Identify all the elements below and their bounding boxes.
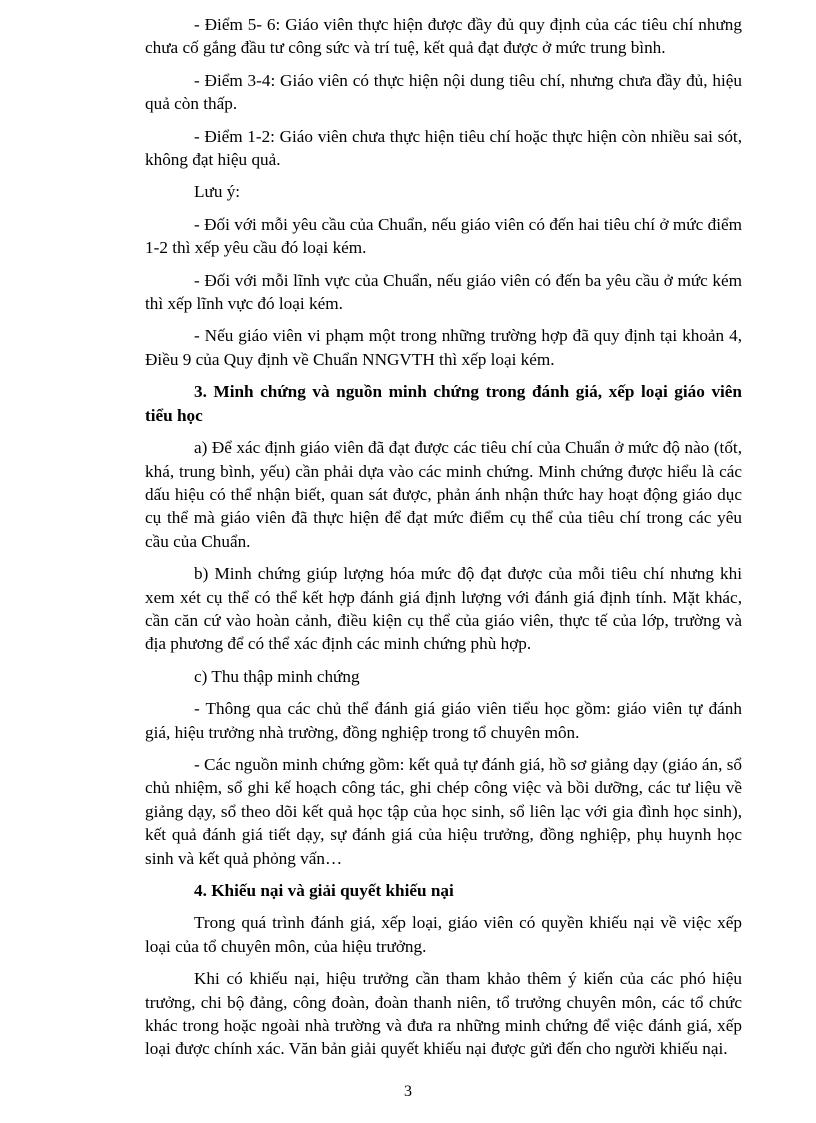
paragraph-score-5-6: - Điểm 5- 6: Giáo viên thực hiện được đầy đủ quy định của các tiêu chí nhưng chưa cố gắng đầu tư công sức và trí tuệ, kết quả đạt được ở mức trung bình. <box>145 15 742 58</box>
paragraph-evidence-subjects: - Thông qua các chủ thể đánh giá giáo viên tiểu học gồm: giáo viên tự đánh giá, hiệu trưởng nhà trường, đồng nghiệp trong tổ chuyên môn. <box>145 699 742 742</box>
paragraph-evidence-sources: - Các nguồn minh chứng gồm: kết quả tự đánh giá, hồ sơ giảng dạy (giáo án, sổ chủ nhiệm, sổ ghi kế hoạch công tác, ghi chép công việc và bồi dưỡng, các tư liệu về giảng dạy, sổ theo dõi kết quả học tập của học sinh, sổ liên lạc với gia đình học sinh), kết quả đánh giá tiết dạy, sự đánh giá của hiệu trưởng, đồng nghiệp, phụ huynh học sinh và kết quả phỏng vấn… <box>145 754 742 868</box>
paragraph-complaint-right: Trong quá trình đánh giá, xếp loại, giáo viên có quyền khiếu nại về việc xếp loại của tổ chuyên môn, của hiệu trưởng. <box>145 913 742 956</box>
paragraph-evidence-a: a) Để xác định giáo viên đã đạt được các tiêu chí của Chuẩn ở mức độ nào (tốt, khá, trung bình, yếu) cần phải dựa vào các minh chứng. Minh chứng được hiểu là các dấu hiệu có thể nhận biết, quan sát được, phản ánh nhận thức hay hoạt động giáo dục cụ thể mà giáo viên đã thực hiện để đạt mức điểm cụ thể của tiêu chí trong các yêu cầu của Chuẩn. <box>145 438 742 551</box>
paragraph-score-1-2: - Điểm 1-2: Giáo viên chưa thực hiện tiêu chí hoặc thực hiện còn nhiều sai sót, không đạt hiệu quả. <box>145 126 742 170</box>
paragraph-complaint-resolution: Khi có khiếu nại, hiệu trưởng cần tham khảo thêm ý kiến của các phó hiệu trưởng, chi bộ đảng, công đoàn, đoàn thanh niên, tổ trưởng chuyên môn, các tổ chức khác trong hoặc ngoài nhà trường và đưa ra những minh chứng để việc đánh giá, xếp loại được chính xác. Văn bản giải quyết khiếu nại được gửi đến cho người khiếu nại. <box>145 969 742 1059</box>
note-label: Lưu ý: <box>194 182 241 202</box>
paragraph-evidence-c: c) Thu thập minh chứng <box>194 666 360 686</box>
paragraph-note-violation: - Nếu giáo viên vi phạm một trong những trường hợp đã quy định tại khoản 4, Điều 9 của Quy định về Chuẩn NNGVTH thì xếp loại kém. <box>145 326 742 369</box>
page-number: 3 <box>404 1083 412 1100</box>
section-heading-3: 3. Minh chứng và nguồn minh chứng trong đánh giá, xếp loại giáo viên tiểu học <box>145 382 742 425</box>
paragraph-score-3-4: - Điểm 3-4: Giáo viên có thực hiện nội dung tiêu chí, nhưng chưa đầy đủ, hiệu quả còn thấp. <box>145 70 742 114</box>
paragraph-note-field: - Đối với mỗi lĩnh vực của Chuẩn, nếu giáo viên có đến ba yêu cầu ở mức kém thì xếp lĩnh vực đó loại kém. <box>145 270 742 314</box>
document-body <box>145 13 742 1070</box>
section-heading-4: 4. Khiếu nại và giải quyết khiếu nại <box>194 881 454 900</box>
paragraph-note-requirement: - Đối với mỗi yêu cầu của Chuẩn, nếu giáo viên có đến hai tiêu chí ở mức điểm 1-2 thì xếp yêu cầu đó loại kém. <box>145 214 742 258</box>
paragraph-evidence-b: b) Minh chứng giúp lượng hóa mức độ đạt được của mỗi tiêu chí nhưng khi xem xét cụ thể có thể kết hợp đánh giá định lượng với đánh giá định tính. Mặt khác, cần căn cứ vào hoàn cảnh, điều kiện cụ thể của giáo viên, thực tế của lớp, trường và địa phương để có thể xác định các minh chứng phù hợp. <box>145 564 742 654</box>
